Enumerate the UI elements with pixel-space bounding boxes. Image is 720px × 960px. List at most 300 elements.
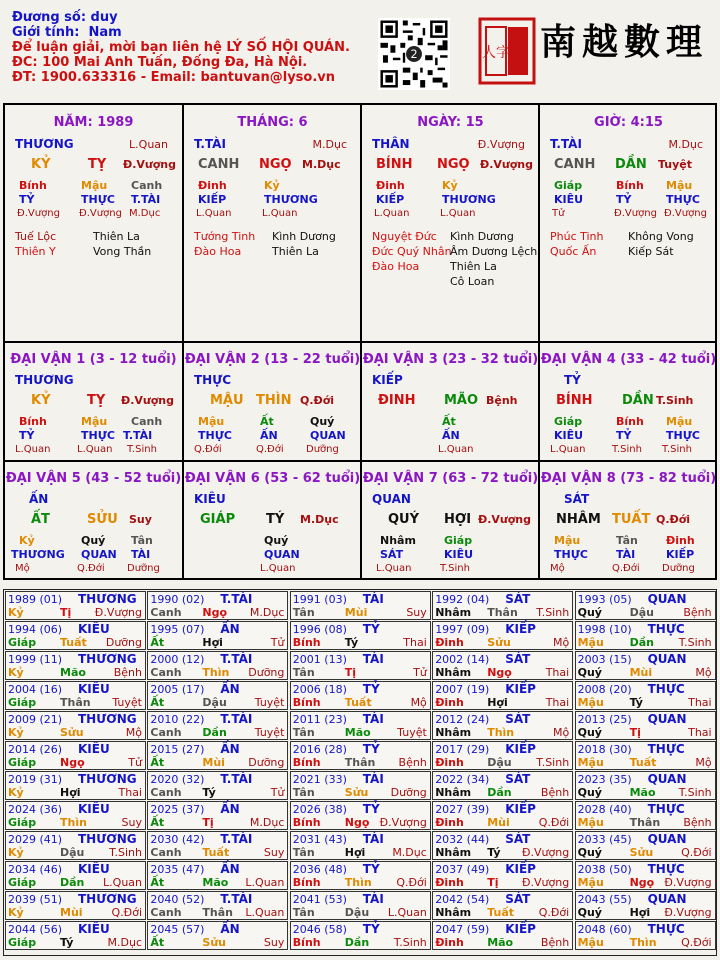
year-label: 2041 (53) — [292, 893, 347, 906]
hidden-status: Dưỡng — [662, 563, 695, 574]
dai-van-status: Bệnh — [486, 394, 518, 407]
year-status: M.Dục — [107, 936, 142, 949]
year-can: Đinh — [435, 876, 464, 889]
star-left: Thiên Y — [15, 245, 56, 258]
year-can: Nhâm — [435, 786, 472, 799]
year-chi: Mùi — [344, 606, 368, 619]
year-status: Tuyệt — [254, 696, 285, 709]
year-god: SÁT — [505, 772, 531, 786]
year-label: 2016 (28) — [292, 743, 347, 756]
year-status: Q.Đới — [111, 906, 142, 919]
year-cell — [575, 921, 716, 950]
year-god: TỶ — [362, 742, 380, 756]
year-label: 2025 (37) — [150, 803, 205, 816]
hidden-god: THỰC — [81, 429, 115, 442]
year-label: 2013 (25) — [577, 713, 632, 726]
year-can: Quý — [577, 846, 602, 859]
year-cell — [147, 801, 288, 830]
year-cell — [432, 801, 573, 830]
year-chi: Sửu — [629, 846, 654, 859]
dai-van-title: ĐẠI VẬN 7 (63 - 72 tuổi) — [362, 471, 539, 486]
pillar-god-status: M.Dục — [668, 138, 703, 151]
year-god: QUAN — [647, 772, 687, 786]
hidden-god: THỰC — [666, 429, 700, 442]
hidden-status: Tử — [552, 208, 565, 219]
hidden-stem: Kỷ — [264, 179, 280, 192]
dai-van-chi: TỴ — [87, 393, 106, 408]
year-can: Tân — [292, 906, 315, 919]
pillar-2 — [184, 105, 361, 343]
dai-van-title: ĐẠI VẬN 3 (23 - 32 tuổi) — [362, 352, 539, 367]
hidden-stem: Canh — [131, 179, 163, 192]
hidden-stem: Mậu — [666, 415, 693, 428]
year-can: Tân — [292, 666, 315, 679]
hidden-stem: Kỷ — [442, 179, 458, 192]
hidden-stem: Quý — [81, 534, 106, 547]
pillar-god: T.TÀI — [194, 137, 226, 151]
year-status: Đ.Vượng — [379, 816, 427, 829]
year-status: Dưỡng — [248, 666, 285, 679]
year-chi: Ngọ — [202, 606, 228, 619]
year-god: T.TÀI — [220, 652, 253, 666]
dai-van-god: SÁT — [564, 492, 590, 506]
hidden-god: QUAN — [264, 548, 300, 561]
year-can: Ất — [150, 696, 165, 709]
svg-text:2: 2 — [410, 48, 418, 62]
year-cell — [290, 831, 431, 860]
year-chi: Mùi — [487, 816, 510, 829]
year-can: Kỷ — [8, 666, 24, 679]
pillar-god: THÂN — [372, 137, 410, 151]
year-status: Mộ — [552, 636, 570, 649]
year-label: 1994 (06) — [8, 623, 63, 636]
year-status: Q.Đới — [538, 906, 570, 919]
year-chi: Tý — [629, 696, 643, 709]
year-status: L.Quan — [387, 906, 427, 919]
year-cell — [147, 681, 288, 710]
star-left: Đào Hoa — [194, 245, 242, 258]
year-label: 2019 (31) — [8, 773, 63, 786]
hidden-stem: Tân — [131, 534, 153, 547]
qr-code-icon — [378, 18, 450, 90]
year-label: 1989 (01) — [8, 593, 63, 606]
year-status: M.Dục — [249, 816, 285, 829]
year-god: KIÊU — [78, 922, 110, 936]
year-chi: Mão — [202, 876, 229, 889]
hidden-status: Q.Đới — [256, 444, 284, 455]
pillar-god-status: M.Dục — [312, 138, 347, 151]
year-chi: Dần — [344, 936, 370, 949]
dai-van-god: ẤN — [29, 492, 49, 506]
hidden-status: T.Sinh — [662, 444, 692, 455]
dai-van-title: ĐẠI VẬN 1 (3 - 12 tuổi) — [10, 352, 177, 367]
hidden-status: L.Quan — [374, 208, 410, 219]
year-status: Bệnh — [113, 666, 142, 679]
dai-van-5 — [5, 462, 182, 579]
year-cell — [575, 711, 716, 740]
year-god: SÁT — [505, 592, 531, 606]
year-status: Suy — [263, 936, 285, 949]
year-cell — [575, 771, 716, 800]
seal-logo-icon — [478, 13, 536, 89]
year-cell — [290, 801, 431, 830]
year-status: Bệnh — [540, 936, 570, 949]
dai-van-can: ẤT — [31, 512, 50, 527]
year-cell — [5, 891, 146, 920]
hidden-stem: Đinh — [198, 179, 227, 192]
year-god: KIÊU — [78, 862, 110, 876]
year-can: Giáp — [8, 696, 37, 709]
hidden-god: TỶ — [616, 193, 632, 206]
hidden-god: KIẾP — [376, 193, 405, 206]
star-right: Thiên La — [450, 260, 497, 273]
hidden-god: ẤN — [442, 429, 460, 442]
year-god: THỰC — [647, 802, 685, 816]
year-chi: Hợi — [344, 846, 366, 859]
year-label: 2037 (49) — [435, 863, 490, 876]
hidden-stem: Canh — [131, 415, 163, 428]
year-god: KIÊU — [78, 742, 110, 756]
year-label: 2008 (20) — [577, 683, 632, 696]
year-label: 1992 (04) — [435, 593, 490, 606]
year-can: Bính — [292, 816, 321, 829]
year-god: THƯƠNG — [78, 592, 137, 606]
hidden-status: Đ.Vượng — [614, 208, 657, 219]
hidden-god: TỶ — [19, 429, 35, 442]
year-status: Q.Đới — [538, 816, 570, 829]
year-god: KIÊU — [78, 622, 110, 636]
year-status: Tử — [413, 666, 427, 679]
year-status: Tuyệt — [112, 696, 142, 709]
pillar-title: THÁNG: 6 — [237, 115, 308, 130]
year-status: Tuyệt — [397, 726, 427, 739]
dai-van-can: KỶ — [31, 393, 51, 408]
year-chi: Mão — [60, 666, 86, 679]
year-god: THƯƠNG — [78, 652, 137, 666]
pillar-can: CANH — [554, 157, 596, 172]
year-god: QUAN — [647, 832, 687, 846]
year-cell — [290, 741, 431, 770]
hidden-god: TỶ — [616, 429, 632, 442]
year-status: L.Quan — [103, 876, 142, 889]
year-cell — [5, 621, 146, 650]
hidden-stem: Giáp — [554, 415, 583, 428]
dai-van-status: M.Dục — [300, 513, 339, 526]
hidden-stem: Quý — [264, 534, 289, 547]
year-label: 2009 (21) — [8, 713, 63, 726]
year-label: 2034 (46) — [8, 863, 63, 876]
year-chi: Thìn — [60, 816, 87, 829]
year-label: 2028 (40) — [577, 803, 632, 816]
year-chi: Dần — [487, 786, 512, 799]
seal-text: 人字 — [482, 45, 510, 61]
year-label: 2032 (44) — [435, 833, 490, 846]
year-chi: Hợi — [202, 636, 223, 649]
year-god: TỶ — [362, 922, 380, 936]
dai-van-chi: TÝ — [266, 512, 285, 527]
pillar-can: KỶ — [31, 157, 51, 172]
dai-van-status: Q.Đới — [656, 513, 691, 526]
year-god: KIẾP — [505, 622, 536, 636]
year-cell — [147, 831, 288, 860]
pillar-1 — [5, 105, 182, 343]
year-god: THỰC — [647, 922, 685, 936]
hidden-stem: Mậu — [554, 534, 581, 547]
dai-van-god: THƯƠNG — [15, 373, 74, 387]
hidden-god: KIẾP — [666, 548, 695, 561]
year-status: Q.Đới — [681, 936, 712, 949]
year-chi: Ngọ — [487, 666, 512, 679]
year-chi: Hợi — [60, 786, 81, 799]
year-label: 2001 (13) — [292, 653, 347, 666]
year-cell — [432, 621, 573, 650]
year-label: 1999 (11) — [8, 653, 63, 666]
star-left: Nguyệt Đức — [372, 230, 437, 243]
pillar-chi: NGỌ — [259, 157, 292, 172]
year-label: 2048 (60) — [577, 923, 632, 936]
hidden-god: THỰC — [666, 193, 700, 206]
year-can: Kỷ — [8, 846, 24, 859]
year-chi: Tị — [344, 666, 357, 679]
year-god: KIÊU — [78, 802, 110, 816]
year-cell — [432, 591, 573, 620]
year-chi: Thìn — [629, 936, 657, 949]
year-god: KIẾP — [505, 742, 536, 756]
hidden-status: Mộ — [15, 563, 30, 574]
year-status: M.Dục — [392, 846, 427, 859]
hidden-god: TÀI — [616, 548, 636, 561]
pillar-3 — [362, 105, 539, 343]
year-chi: Tý — [344, 636, 359, 649]
hidden-status: L.Quan — [550, 444, 586, 455]
year-chi: Dần — [629, 636, 654, 649]
year-chi: Tuất — [60, 636, 87, 649]
gioi-tinh — [12, 25, 350, 40]
year-status: Đ.Vượng — [521, 846, 570, 859]
year-status: Q.Đới — [681, 846, 712, 859]
year-status: Thai — [545, 666, 570, 679]
hidden-god: THỰC — [198, 429, 232, 442]
year-god: KIẾP — [505, 922, 536, 936]
year-can: Mậu — [577, 756, 604, 769]
year-label: 2027 (39) — [435, 803, 490, 816]
hidden-status: Dưỡng — [306, 444, 339, 455]
year-label: 2031 (43) — [292, 833, 347, 846]
pillar-status: Đ.Vượng — [123, 158, 177, 171]
year-chi: Sửu — [344, 786, 369, 799]
year-cell — [432, 831, 573, 860]
year-status: Tuyệt — [254, 726, 285, 739]
year-cell — [432, 921, 573, 950]
year-god: THỰC — [647, 622, 685, 636]
hidden-status: Đ.Vượng — [17, 208, 60, 219]
year-status: Bệnh — [683, 816, 712, 829]
year-chi: Dậu — [344, 906, 370, 919]
dai-van-1 — [5, 343, 182, 460]
dai-van-chi: TUẤT — [612, 512, 651, 527]
pillar-can: CANH — [198, 157, 240, 172]
year-chi: Thìn — [202, 666, 230, 679]
year-can: Giáp — [8, 936, 37, 949]
dai-van-title: ĐẠI VẬN 8 (73 - 82 tuổi) — [540, 471, 717, 486]
year-cell — [290, 891, 431, 920]
year-god: TỶ — [362, 862, 380, 876]
year-cell — [575, 591, 716, 620]
year-cell — [432, 741, 573, 770]
address-line: ĐC: 100 Mai Anh Tuấn, Đống Đa, Hà Nội. — [12, 55, 308, 70]
year-can: Quý — [577, 906, 602, 919]
hidden-god: TỶ — [19, 193, 35, 206]
year-chi: Dần — [60, 876, 85, 889]
star-left: Đức Quý Nhân — [372, 245, 452, 258]
year-chi: Thân — [629, 816, 661, 829]
hidden-stem: Tân — [616, 534, 638, 547]
year-chi: Tị — [487, 876, 499, 889]
year-label: 2014 (26) — [8, 743, 63, 756]
year-can: Bính — [292, 936, 321, 949]
hidden-stem: Bính — [19, 179, 47, 192]
year-can: Ất — [150, 936, 165, 949]
hidden-status: L.Quan — [262, 208, 298, 219]
year-label: 2006 (18) — [292, 683, 347, 696]
year-cell — [432, 771, 573, 800]
hidden-stem: Quý — [310, 415, 335, 428]
year-can: Giáp — [8, 636, 37, 649]
hidden-god: T.TÀI — [131, 193, 161, 206]
star-right: Thiên La — [272, 245, 319, 258]
year-status: Thai — [688, 696, 712, 709]
dai-van-god: QUAN — [372, 492, 411, 506]
year-cell — [290, 861, 431, 890]
hidden-status: L.Quan — [15, 444, 51, 455]
year-chi: Sửu — [60, 726, 84, 739]
year-status: Mộ — [125, 726, 142, 739]
year-chi: Sửu — [202, 936, 226, 949]
year-god: TÀI — [362, 772, 384, 786]
year-can: Nhâm — [435, 606, 472, 619]
dai-van-can: BÍNH — [556, 393, 593, 408]
year-label: 1997 (09) — [435, 623, 490, 636]
year-status: Mộ — [410, 696, 427, 709]
year-can: Ất — [150, 636, 165, 649]
year-chi: Mùi — [629, 666, 653, 679]
year-chi: Thân — [487, 606, 518, 619]
star-right: Không Vong — [628, 230, 694, 243]
year-can: Nhâm — [435, 846, 472, 859]
hidden-status: T.Sinh — [127, 444, 157, 455]
hidden-status: L.Quan — [77, 444, 113, 455]
year-status: Thai — [403, 636, 427, 649]
dai-van-can: GIÁP — [200, 512, 236, 527]
year-cell — [575, 801, 716, 830]
year-god: QUAN — [647, 712, 687, 726]
hidden-god: KIÊU — [554, 193, 584, 206]
year-can: Kỷ — [8, 786, 24, 799]
year-god: KIẾP — [505, 682, 536, 696]
dai-van-chi: DẦN — [622, 393, 654, 408]
year-chi: Tuất — [344, 696, 372, 709]
dai-van-chi: MÃO — [444, 393, 479, 408]
year-god: TÀI — [362, 712, 384, 726]
year-label: 1990 (02) — [150, 593, 205, 606]
hidden-status: L.Quan — [440, 208, 476, 219]
year-label: 2007 (19) — [435, 683, 490, 696]
hidden-stem: Ất — [260, 415, 274, 428]
year-chi: Mão — [344, 726, 371, 739]
star-right: Kình Dương — [272, 230, 336, 243]
gioi-tinh-value: Nam — [88, 25, 122, 40]
year-god: THƯƠNG — [78, 832, 137, 846]
year-chi: Tuất — [487, 906, 514, 919]
pillar-title: NGÀY: 15 — [417, 115, 484, 130]
year-label: 2047 (59) — [435, 923, 490, 936]
year-cell — [290, 711, 431, 740]
year-cell — [5, 711, 146, 740]
year-can: Mậu — [577, 816, 604, 829]
hidden-stem: Mậu — [666, 179, 693, 192]
hidden-stem: Bính — [616, 179, 644, 192]
dai-van-god: TỶ — [564, 373, 581, 387]
year-can: Canh — [150, 846, 182, 859]
year-chi: Tị — [60, 606, 72, 619]
hidden-god: QUAN — [310, 429, 346, 442]
year-label: 1995 (07) — [150, 623, 205, 636]
year-status: Tử — [270, 636, 285, 649]
hidden-status: Q.Đới — [77, 563, 105, 574]
year-cell — [5, 861, 146, 890]
year-god: THƯƠNG — [78, 772, 137, 786]
year-god: THỰC — [647, 862, 685, 876]
year-chi: Dậu — [487, 756, 512, 769]
year-label: 2018 (30) — [577, 743, 632, 756]
year-cell — [147, 711, 288, 740]
year-cell — [575, 741, 716, 770]
hidden-god: KIÊU — [444, 548, 474, 561]
year-can: Quý — [577, 666, 602, 679]
year-cell — [147, 861, 288, 890]
year-cell — [147, 771, 288, 800]
year-cell — [5, 801, 146, 830]
star-left: Đào Hoa — [372, 260, 420, 273]
year-label: 2017 (29) — [435, 743, 490, 756]
dai-van-7 — [362, 462, 539, 579]
year-can: Canh — [150, 666, 182, 679]
pillar-chi: TỴ — [88, 157, 107, 172]
hidden-status: Q.Đới — [612, 563, 640, 574]
year-chi: Thìn — [487, 726, 515, 739]
pillar-god: T.TÀI — [550, 137, 582, 151]
year-label: 2011 (23) — [292, 713, 347, 726]
dai-van-can: MẬU — [210, 393, 244, 408]
year-status: T.Sinh — [536, 756, 570, 769]
dai-van-god: KIÊU — [194, 492, 226, 506]
year-can: Đinh — [435, 696, 464, 709]
year-can: Bính — [292, 696, 321, 709]
hidden-god: QUAN — [81, 548, 117, 561]
hidden-stem: Đinh — [666, 534, 695, 547]
year-can: Ất — [150, 816, 165, 829]
year-can: Mậu — [577, 636, 604, 649]
year-can: Giáp — [8, 756, 37, 769]
year-can: Mậu — [577, 876, 604, 889]
year-chi: Dậu — [629, 606, 654, 619]
pillar-god-status: L.Quan — [129, 138, 168, 151]
year-cell — [5, 741, 146, 770]
year-status: Suy — [406, 606, 427, 619]
year-label: 2026 (38) — [292, 803, 347, 816]
year-can: Tân — [292, 786, 315, 799]
hidden-stem: Ất — [442, 415, 456, 428]
